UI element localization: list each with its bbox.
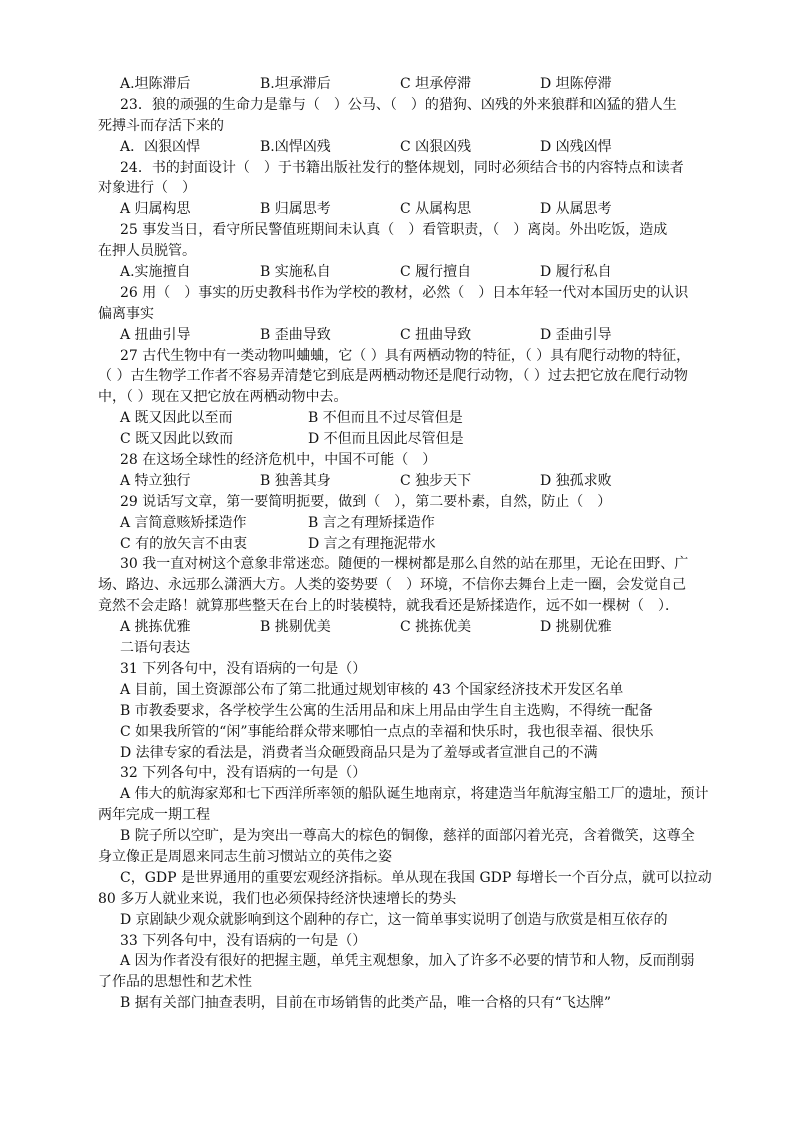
text-line: 对象进行（ ） <box>98 180 196 197</box>
text-line: B 院子所以空旷，是为突出一尊高大的棕色的铜像，慈祥的面部闪着光亮，含着微笑，这尊全 <box>120 828 695 845</box>
answer-option: A 既又因此以至而 <box>120 410 233 427</box>
text-line: 竟然不会走路！就算那些整天在台上的时装模特，就我看还是矫揉造作，远不如一棵树（ ）． <box>98 598 679 615</box>
answer-option: A.实施擅自 <box>120 264 191 281</box>
answer-option: D 从属思考 <box>540 201 612 218</box>
answer-option: C 履行擅自 <box>400 264 472 281</box>
answer-options-row <box>98 199 702 220</box>
answer-option: B 歪曲导致 <box>260 326 331 343</box>
answer-option: D 挑剔优雅 <box>540 619 612 636</box>
text-line: 31 下列各句中，没有语病的一句是（） <box>120 660 367 677</box>
text-line: A 伟大的航海家郑和七下西洋所率领的船队诞生地南京，将建造当年航海宝船工厂的遗址，预计 <box>120 786 709 803</box>
answer-option: A 特立独行 <box>120 472 191 489</box>
answer-options-row <box>98 74 702 95</box>
answer-options-row <box>98 137 702 158</box>
answer-option: C 挑拣优美 <box>400 619 472 636</box>
answer-option: B 实施私自 <box>260 264 331 281</box>
text-line: 中，（ ）现在又把它放在两栖动物中去。 <box>98 389 348 406</box>
answer-option: D 歪曲引导 <box>540 326 612 343</box>
answer-option: A．凶狠凶悍 <box>120 138 201 155</box>
answer-options-row <box>98 408 702 429</box>
answer-options-row <box>98 513 702 534</box>
text-line: 30 我一直对树这个意象非常迷恋。随便的一棵树都是那么自然的站在那里，无论在田野、广 <box>120 556 689 573</box>
answer-option: D 履行私自 <box>540 264 612 281</box>
text-line: 了作品的思想性和艺术性 <box>98 974 252 991</box>
exam-content <box>98 74 712 1014</box>
text-line: 27 古代生物中有一类动物叫蛐蛐，它（ ）具有两栖动物的特征，（ ）具有爬行动物的特征， <box>120 347 691 364</box>
text-line: A 因为作者没有很好的把握主题，单凭主观想象，加入了许多不必要的情节和人物，反而削弱 <box>120 953 695 970</box>
answer-option: C 有的放矢言不由衷 <box>120 535 248 552</box>
text-line: A 目前，国土资源部公布了第二批通过规划审核的 43 个国家经济技术开发区名单 <box>120 681 624 698</box>
answer-option: D 不但而且因此尽管但是 <box>308 431 464 448</box>
answer-option: B 挑剔优美 <box>260 619 331 636</box>
answer-option: B 言之有理矫揉造作 <box>308 514 435 531</box>
answer-option: C 凶狠凶残 <box>400 138 472 155</box>
text-line: 在押人员脱管。 <box>98 243 196 260</box>
text-line: 偏离事实 <box>98 305 154 322</box>
text-line: D 法律专家的看法是，消费者当众砸毁商品只是为了羞辱或者宣泄自己的不满 <box>120 744 598 761</box>
answer-option: B 独善其身 <box>260 472 331 489</box>
answer-option: B 不但而且不过尽管但是 <box>308 410 463 427</box>
answer-options-row <box>98 534 702 555</box>
text-line: 25 事发当日，看守所民警值班期间未认真（ ）看管职责，（ ）离岗。外出吃饭，造成 <box>120 222 668 239</box>
answer-option: C 独步天下 <box>400 472 472 489</box>
text-line: 32 下列各句中，没有语病的一句是（） <box>120 765 367 782</box>
answer-options-row <box>98 429 702 450</box>
text-line: 33 下列各句中，没有语病的一句是（） <box>120 932 367 949</box>
text-line: 28 在这场全球性的经济危机中，中国不可能（ ） <box>120 452 437 469</box>
answer-option: C 扭曲导致 <box>400 326 472 343</box>
answer-option: A 言简意赅矫揉造作 <box>120 514 247 531</box>
answer-option: D 独孤求败 <box>540 472 612 489</box>
answer-option: C 坦承停滞 <box>400 76 472 92</box>
answer-options-row <box>98 262 702 283</box>
answer-option: A 挑拣优雅 <box>120 619 191 636</box>
answer-option: C 从属构思 <box>400 201 472 218</box>
text-line: C，GDP 是世界通用的重要宏观经济指标。单从现在我国 GDP 每增长一个百分点，就可以拉动 <box>120 869 712 886</box>
text-line: （ ）古生物学工作者不容易弄清楚它到底是两栖动物还是爬行动物，（ ）过去把它放在爬行动物 <box>98 368 688 385</box>
answer-option: A 扭曲引导 <box>120 326 191 343</box>
text-line: D 京剧缺少观众就影响到这个剧种的存亡，这一简单事实说明了创造与欣赏是相互依存的 <box>120 911 668 928</box>
text-line: B 据有关部门抽查表明，目前在市场销售的此类产品，唯一合格的只有“飞达牌” <box>120 995 612 1012</box>
text-line: 23．狼的顽强的生命力是靠与（ ）公马、（ ）的猎狗、凶残的外来狼群和凶猛的猎人生 <box>120 96 677 113</box>
answer-options-row <box>98 617 702 638</box>
answer-options-row <box>98 325 702 346</box>
answer-option: C 既又因此以致而 <box>120 431 234 448</box>
answer-option: D 坦陈停滞 <box>540 76 612 92</box>
text-line: C 如果我所管的“闲”事能给群众带来哪怕一点点的幸福和快乐时，我也很幸福、很快乐 <box>120 723 654 740</box>
text-line: 死搏斗而存活下来的 <box>98 117 224 134</box>
text-line: 26 用（ ）事实的历史教科书作为学校的教材，必然（ ）日本年轻一代对本国历史的认识 <box>120 284 689 301</box>
answer-option: D 凶残凶悍 <box>540 138 612 155</box>
text-line: B 市教委要求，各学校学生公寓的生活用品和床上用品由学生自主选购，不得统一配备 <box>120 702 653 719</box>
answer-option: B.凶悍凶残 <box>260 138 331 155</box>
answer-option: B 归属思考 <box>260 201 331 218</box>
text-line: 身立像正是周恩来同志生前习惯站立的英伟之姿 <box>98 848 392 865</box>
text-line: 二语句表达 <box>120 640 190 657</box>
text-line: 场、路边、永远那么潇洒大方。人类的姿势要（ ）环境，不信你去舞台上走一圈，会发觉自己 <box>98 577 686 594</box>
answer-option: A.坦陈滞后 <box>120 76 191 92</box>
text-line: 24．书的封面设计（ ）于书籍出版社发行的整体规划，同时必须结合书的内容特点和读者 <box>120 159 684 176</box>
answer-option: B.坦承滞后 <box>260 76 331 92</box>
answer-options-row <box>98 471 702 492</box>
text-line: 29 说话写文章，第一要简明扼要，做到（ ），第二要朴素，自然，防止（ ） <box>120 493 612 510</box>
text-line: 80 多万人就业来说，我们也必须保持经济快速增长的势头 <box>98 890 457 907</box>
answer-option: D 言之有理拖泥带水 <box>308 535 436 552</box>
answer-option: A 归属构思 <box>120 201 191 218</box>
text-line: 两年完成一期工程 <box>98 807 210 824</box>
